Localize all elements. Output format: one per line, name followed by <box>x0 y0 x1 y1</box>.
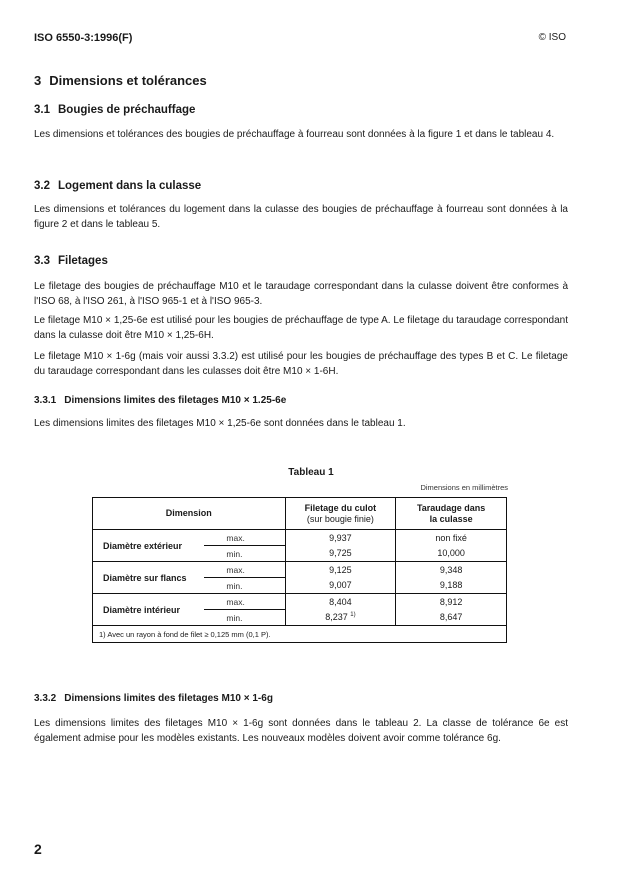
header-filetage-culot <box>285 498 396 530</box>
table-row <box>93 530 507 546</box>
header-culot-main: Filetage du culot <box>304 502 377 513</box>
culot-value: 8,237 <box>325 612 348 623</box>
section-title: Dimensions limites des filetages M10 × 1.25-6e <box>64 395 287 406</box>
footnote-ref: 1) <box>350 612 356 619</box>
taraudage-value: 8,912 <box>396 594 507 610</box>
table-footnote-row <box>93 626 507 643</box>
row-label: Diamètre sur flancs <box>93 562 205 594</box>
section-3-3-paragraph-2: Le filetage M10 × 1,25-6e est utilisé pour les bougies de préchauffage de type A. Le filetage du taraudage correspondant dans la culasse doit être M10 × 1,25-6H. <box>34 315 568 341</box>
table-row <box>93 594 507 610</box>
page-number: 2 <box>34 841 42 857</box>
row-label: Diamètre extérieur <box>103 540 183 551</box>
section-3-3-1-text: Les dimensions limites des filetages M10 × 1,25-6e sont données dans le tableau 1. <box>34 418 406 429</box>
culot-value: 9,125 <box>285 562 396 578</box>
header-culot-sub: (sur bougie finie) <box>306 513 374 524</box>
culot-value: 8,404 <box>285 594 396 610</box>
table-caption: Tableau 1 <box>288 467 334 478</box>
section-3-heading <box>34 73 207 88</box>
section-number: 3 <box>34 73 42 88</box>
header-dimension: Dimension <box>93 498 286 530</box>
header-taraudage-line-2: la culasse <box>429 513 473 524</box>
section-number: 3.3.2 <box>34 693 57 704</box>
section-3-2-heading <box>34 180 201 192</box>
section-3-2-text: Les dimensions et tolérances du logement dans la culasse des bougies de préchauffage à fourreau sont données à la figure 2 et dans le tableau 5. <box>34 204 568 230</box>
section-number: 3.3 <box>34 255 50 267</box>
section-3-3-heading <box>34 255 108 267</box>
table-row <box>93 562 507 578</box>
limit-label: max. <box>204 530 285 546</box>
limit-label: max. <box>204 562 285 578</box>
culot-value: 9,725 <box>285 546 396 562</box>
header-taraudage <box>396 498 507 530</box>
document-id: ISO 6550-3:1996(F) <box>34 32 133 44</box>
section-3-3-paragraph-3: Le filetage M10 × 1-6g (mais voir aussi 3.3.2) est utilisé pour les bougies de préchauffage des types B et C. Le filetage du taraudage correspondant dans les culasses doit être M10 × 1-6H. <box>34 351 568 377</box>
copyright-mark: © ISO <box>538 32 566 43</box>
limit-label: max. <box>204 594 285 610</box>
section-number: 3.1 <box>34 104 50 116</box>
culot-value-cell <box>285 610 396 626</box>
taraudage-value: 9,188 <box>439 580 463 591</box>
taraudage-value: non fixé <box>435 532 467 543</box>
section-title: Dimensions limites des filetages M10 × 1-6g <box>64 693 273 704</box>
header-taraudage-line-1: Taraudage dans <box>416 502 486 513</box>
limit-label: min. <box>204 578 285 594</box>
section-number: 3.3.1 <box>34 395 57 406</box>
limit-label: min. <box>204 546 285 562</box>
culot-value: 9,007 <box>285 578 396 594</box>
section-number: 3.2 <box>34 180 50 192</box>
table-1 <box>92 497 507 643</box>
taraudage-value: 9,348 <box>396 562 507 578</box>
section-3-3-2-heading <box>34 693 273 704</box>
culot-value: 9,937 <box>285 530 396 546</box>
table-footnote: 1) Avec un rayon à fond de filet ≥ 0,125 mm (0,1 P). <box>93 626 507 643</box>
section-3-3-1-heading <box>34 395 286 406</box>
section-title: Logement dans la culasse <box>58 180 202 192</box>
section-title: Bougies de préchauffage <box>58 104 196 116</box>
section-3-3-2-text: Les dimensions limites des filetages M10 × 1-6g sont données dans le tableau 2. La classe de tolérance 6e est également admise pour les modèles existants. Les nouveaux modèles doivent avoir comme tolérance 6g. <box>34 718 568 744</box>
taraudage-value: 8,647 <box>439 612 463 623</box>
section-3-1-heading <box>34 104 195 116</box>
section-3-1-text: Les dimensions et tolérances des bougies de préchauffage à fourreau sont données à la figure 1 et dans le tableau 4. <box>34 129 555 140</box>
table-header-row <box>93 498 507 530</box>
section-3-3-paragraph-1: Le filetage des bougies de préchauffage M10 et le taraudage correspondant dans la culasse doivent être conformes à l'ISO 68, à l'ISO 261, à l'ISO 965-1 et à l'ISO 965-3. <box>34 281 568 307</box>
limit-label: min. <box>204 610 285 626</box>
table-units: Dimensions en millimètres <box>420 483 508 492</box>
row-label: Diamètre intérieur <box>93 594 205 626</box>
section-title: Filetages <box>58 255 108 267</box>
section-title: Dimensions et tolérances <box>49 73 207 88</box>
taraudage-value: 10,000 <box>437 548 465 559</box>
